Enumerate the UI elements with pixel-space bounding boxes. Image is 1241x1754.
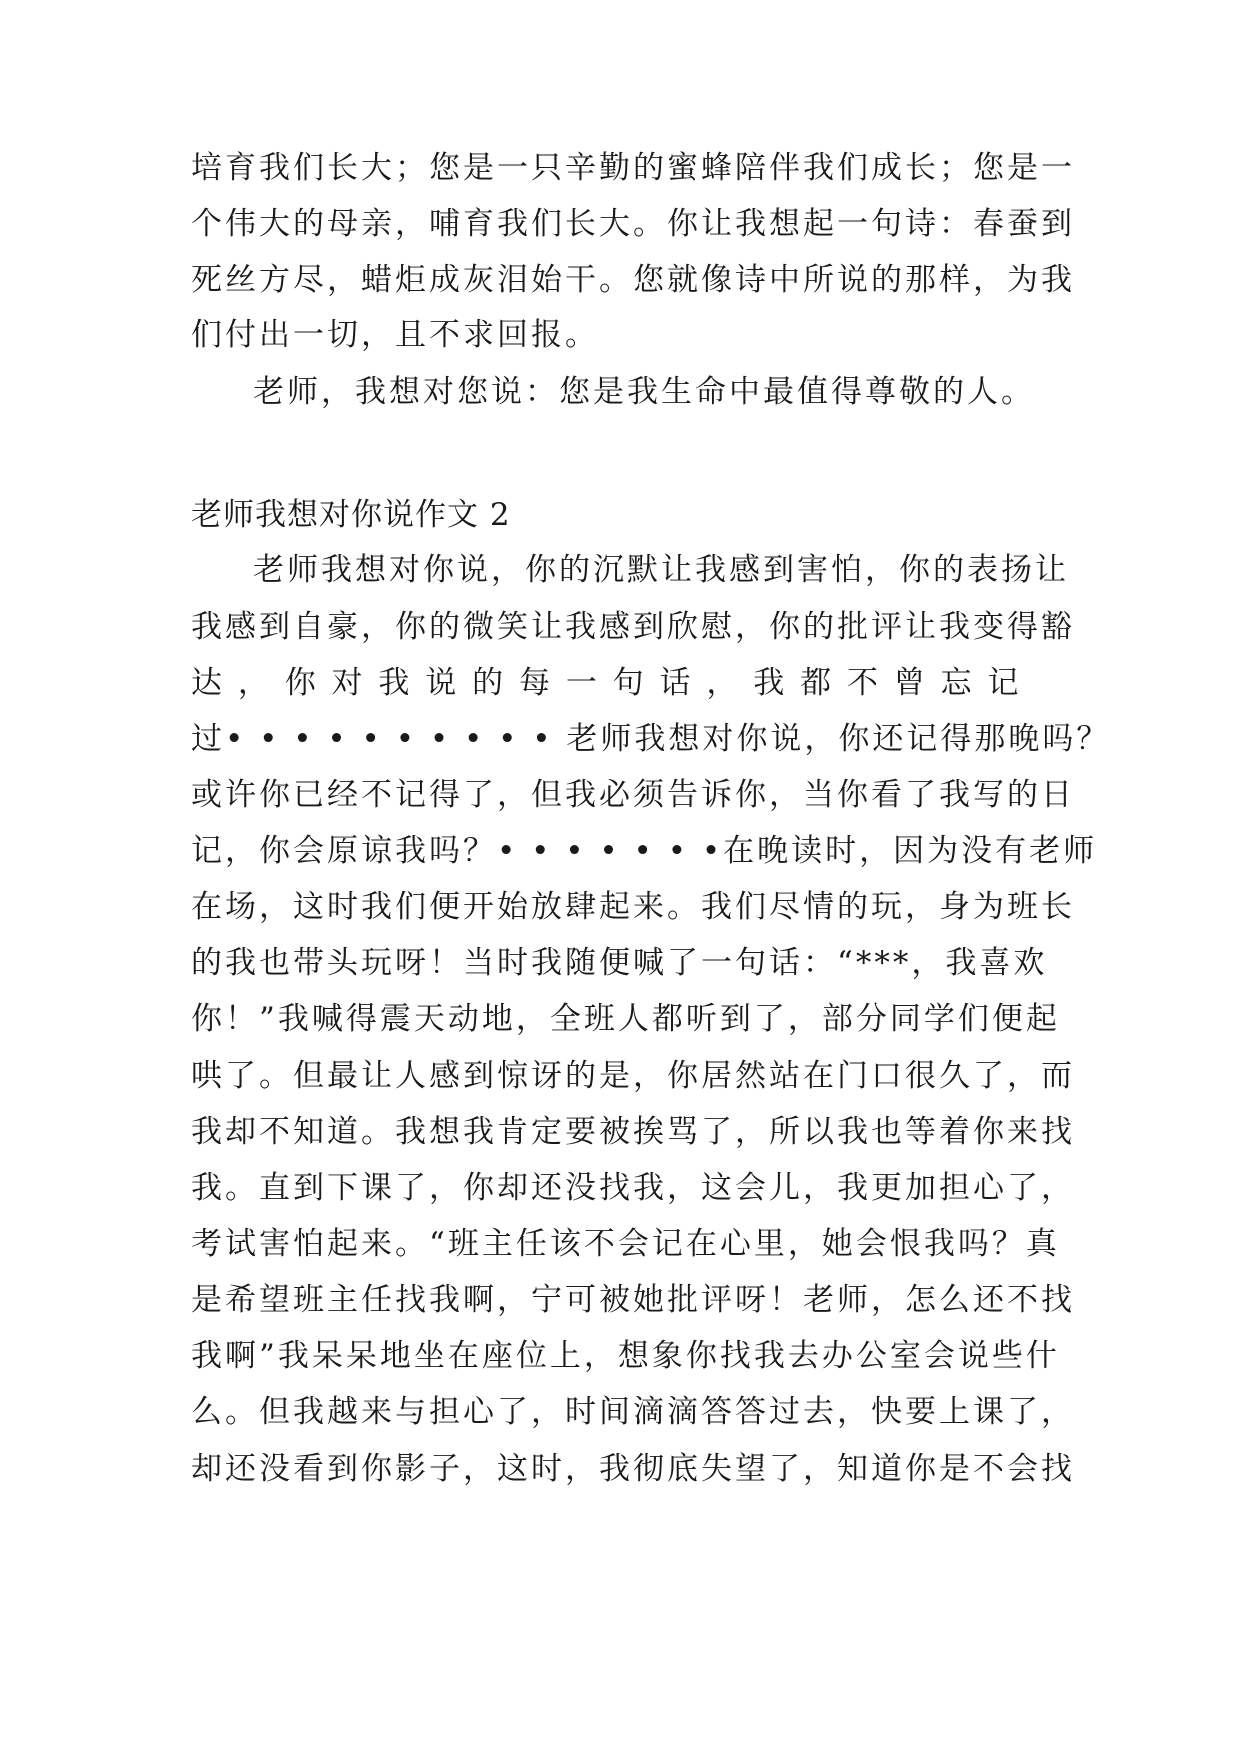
- paragraph-line: 我。直到下课了，你却还没找我，这会儿，我更加担心了，: [191, 1170, 1075, 1206]
- paragraph-line: 个伟大的母亲，哺育我们长大。你让我想起一句诗：春蚕到: [191, 206, 1075, 242]
- paragraph-line: 达 ， 你 对 我 说 的 每 一 句 话 ， 我 都 不 曾 忘 记: [191, 665, 1022, 701]
- paragraph-line: 在场，这时我们便开始放肆起来。我们尽情的玩，身为班长: [191, 889, 1075, 925]
- paragraph-line: 记，你会原谅我吗？• • • • • • •在晚读时，因为没有老师: [191, 833, 1098, 869]
- section-heading: 老师我想对你说作文 2: [191, 497, 511, 533]
- paragraph-line: 或许你已经不记得了，但我必须告诉你，当你看了我写的日: [191, 777, 1075, 813]
- paragraph-line: 你！”我喊得震天动地，全班人都听到了，部分同学们便起: [191, 1001, 1060, 1037]
- paragraph-line: 却还没看到你影子，这时，我彻底失望了，知道你是不会找: [191, 1451, 1075, 1487]
- paragraph-line: 死丝方尽，蜡炬成灰泪始干。您就像诗中所说的那样，为我: [191, 262, 1075, 298]
- paragraph-line: 们付出一切，且不求回报。: [191, 317, 599, 353]
- paragraph-line: 我啊”我呆呆地坐在座位上，想象你找我去办公室会说些什: [191, 1338, 1060, 1374]
- paragraph-line: 么。但我越来与担心了，时间滴滴答答过去，快要上课了，: [191, 1394, 1075, 1430]
- paragraph-line: 培育我们长大；您是一只辛勤的蜜蜂陪伴我们成长；您是一: [191, 150, 1075, 186]
- paragraph-line: 过• • • • • • • • • • 老师我想对你说，你还记得那晚吗？: [191, 721, 1111, 757]
- paragraph-line: 哄了。但最让人感到惊讶的是，你居然站在门口很久了，而: [191, 1058, 1075, 1094]
- paragraph-line: 我感到自豪，你的微笑让我感到欣慰，你的批评让我变得豁: [191, 609, 1075, 645]
- paragraph-line: 的我也带头玩呀！当时我随便喊了一句话：“***，我喜欢: [191, 945, 1048, 981]
- paragraph-line: 是希望班主任找我啊，宁可被她批评呀！老师，怎么还不找: [191, 1282, 1075, 1318]
- paragraph-line: 考试害怕起来。“班主任该不会记在心里，她会恨我吗？真: [191, 1226, 1060, 1262]
- paragraph-line: 我却不知道。我想我肯定要被挨骂了，所以我也等着你来找: [191, 1114, 1075, 1150]
- closing-paragraph: 老师，我想对您说：您是我生命中最值得尊敬的人。: [253, 374, 1035, 410]
- paragraph-line: 老师我想对你说，你的沉默让我感到害怕，你的表扬让: [253, 552, 1069, 588]
